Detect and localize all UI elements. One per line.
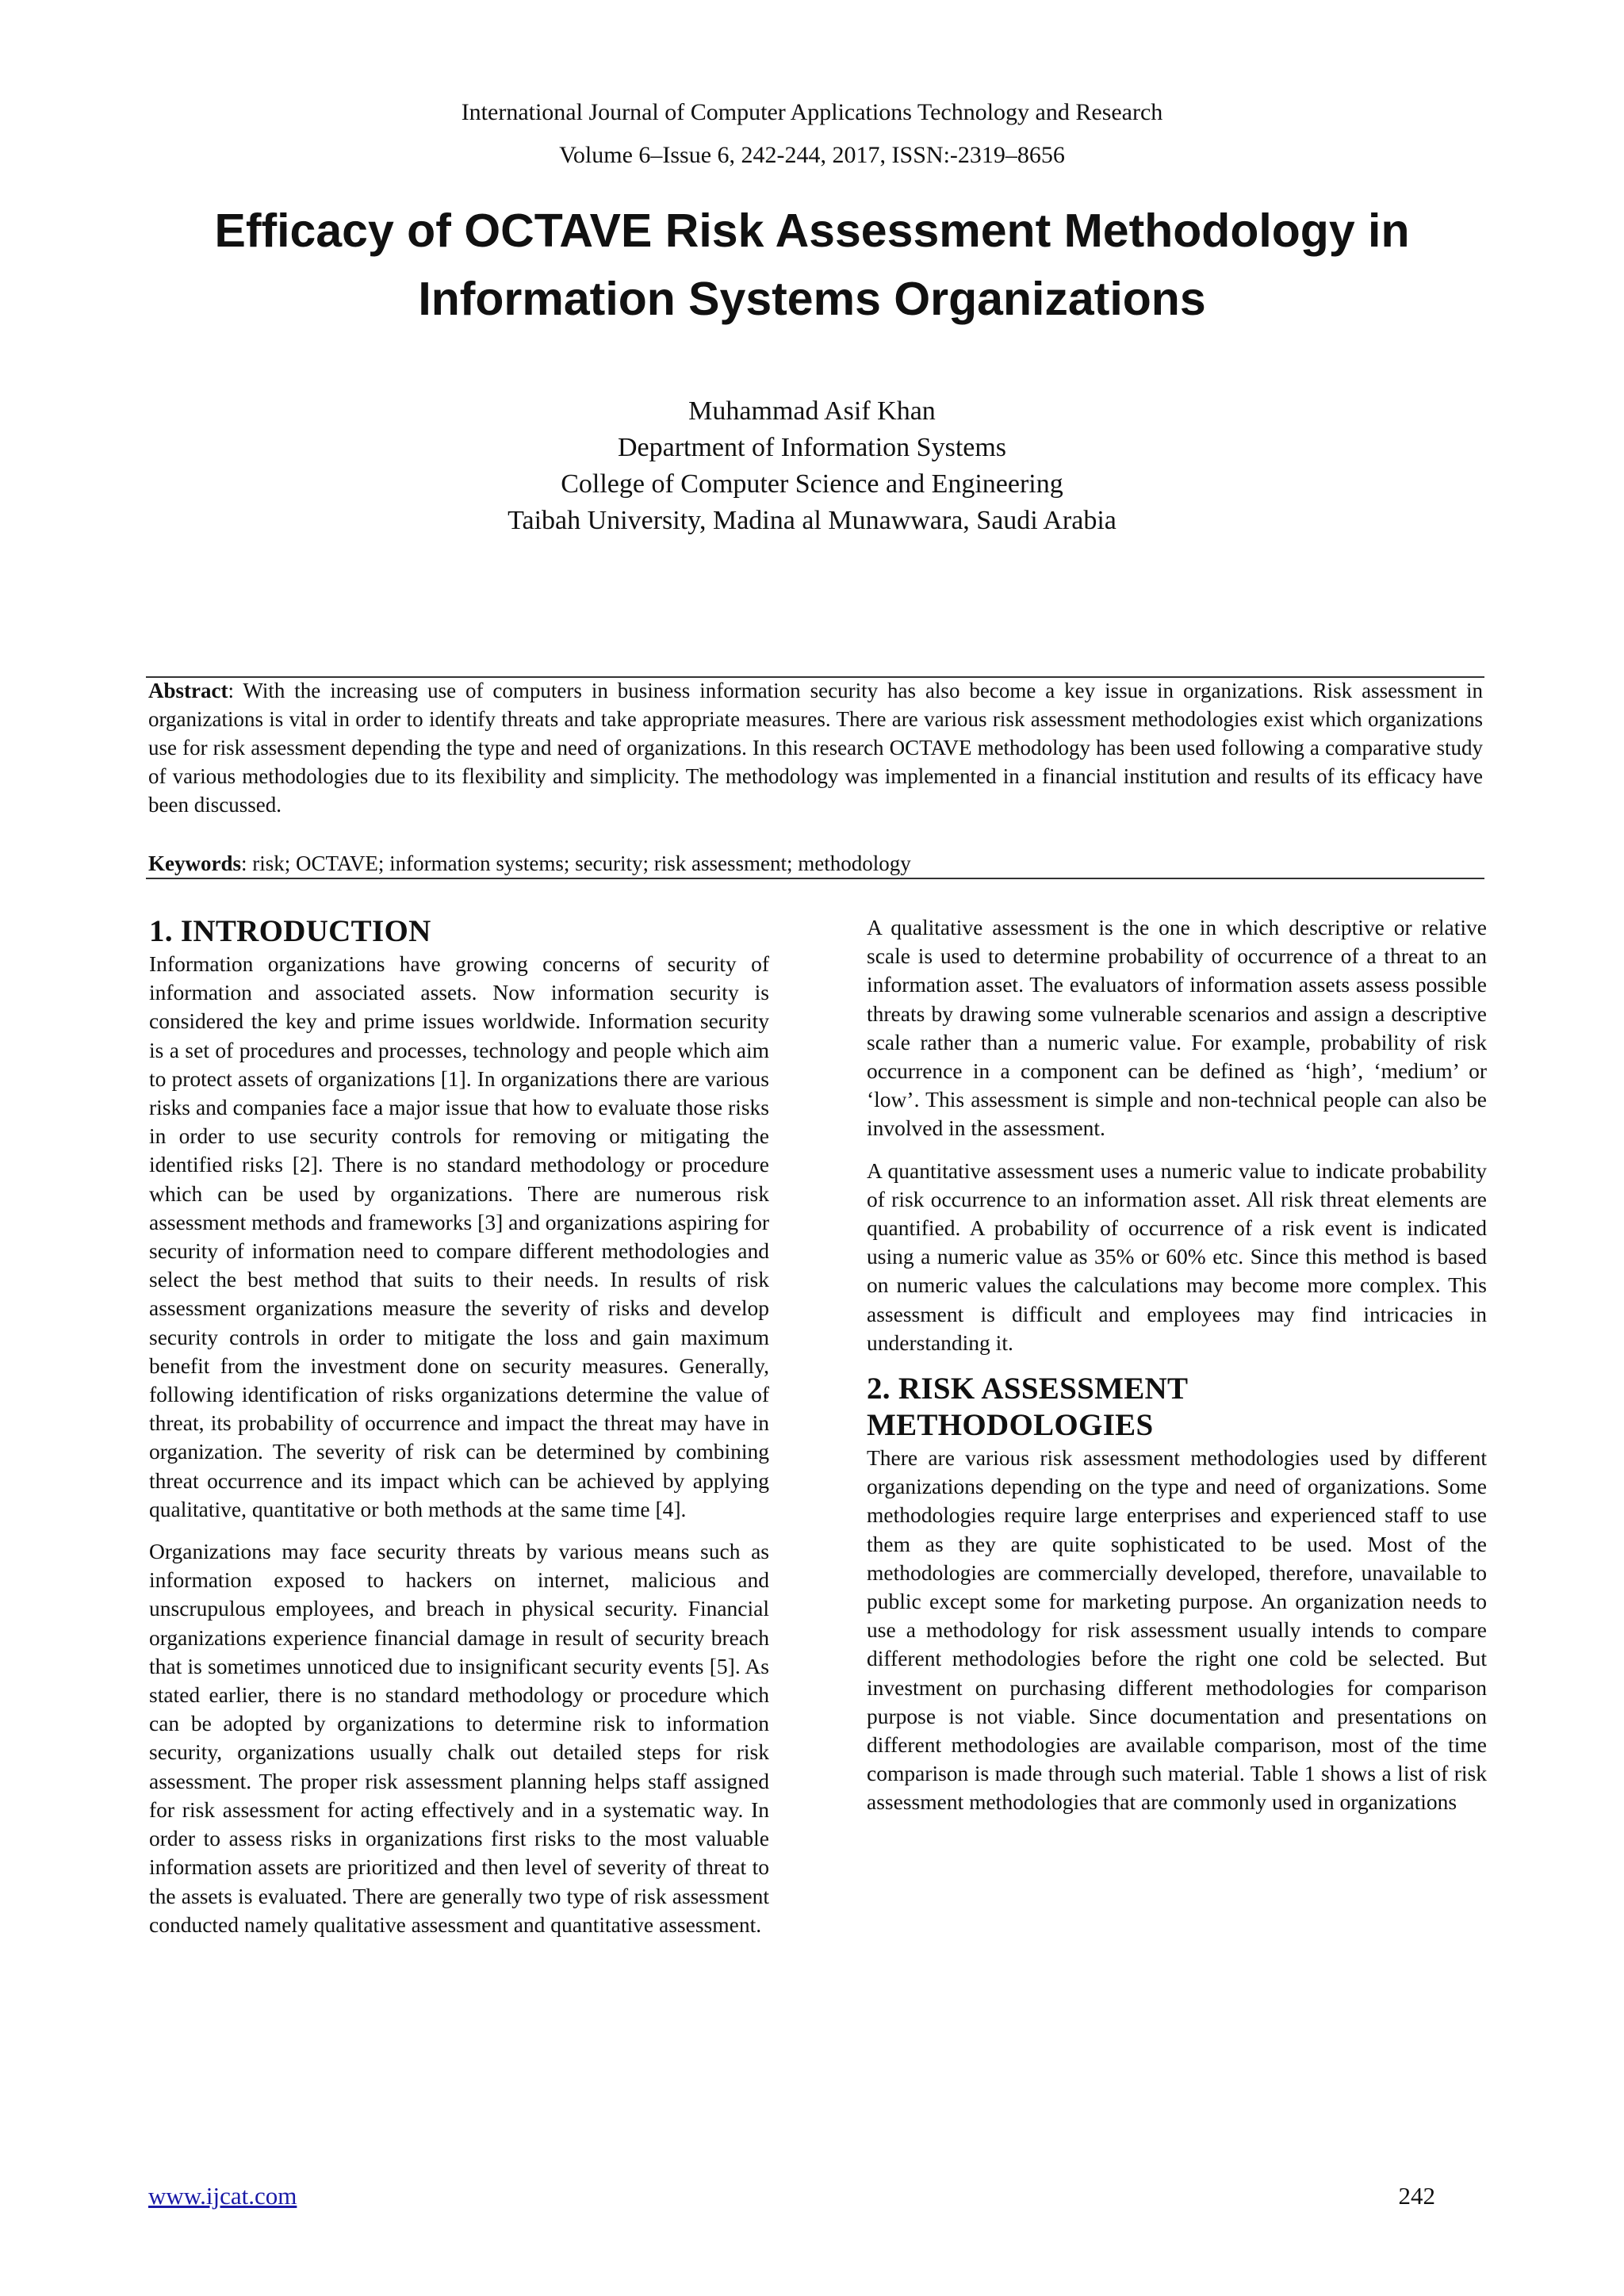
journal-website-link[interactable]: www.ijcat.com: [148, 2182, 297, 2210]
section-2-heading: [867, 1371, 1487, 1444]
abstract-text: : With the increasing use of computers in business information security has also become a key issue in organizations. Risk assessment in organizations is vital in order to identify threats and take appropriate measures. There are various risk assessment methodologies exist which organizations use for risk assessment depending the type and need of organizations. In this research OCTAVE methodology has been used following a comparative study of various methodologies due to its flexibility and simplicity. The methodology was implemented in a financial institution and results of its efficacy have been discussed.: [148, 679, 1483, 817]
keywords-label: Keywords: [148, 851, 241, 875]
qualitative-paragraph: A qualitative assessment is the one in which descriptive or relative scale is used to determine probability of occurrence of a threat to an information asset. The evaluators of information assets assess possible threats by drawing some vulnerable scenarios and assign a descriptive scale rather than a numeric value. For example, probability of risk occurrence in a component can be defined as ‘high’, ‘medium’ or ‘low’. This assessment is simple and non-technical people can also be involved in the assessment.: [867, 915, 1487, 1141]
quantitative-paragraph: A quantitative assessment uses a numeric value to indicate probability of risk occurrence to an information asset. All risk threat elements are quantified. A probability of occurrence of a risk event is indicated using a numeric value as 35% or 60% etc. Since this method is based on numeric values the calculations may become more complex. This assessment is difficult and employees may find intricacies in understanding it.: [867, 1158, 1487, 1355]
author-university: Taibah University, Madina al Munawwara, Saudi Arabia: [508, 506, 1116, 535]
intro-paragraph-2: Organizations may face security threats by various means such as information exposed to hackers on internet, malicious and unscrupulous employees, and breach in physical security. Financial organizations experience financial damage in result of security breach that is sometimes unnoticed due to insignificant security events [5]. As stated earlier, there is no standard methodology or procedure which can be adopted by organizations to determine risk to information security, organizations usually chalk out detailed steps for risk assessment. The proper risk assessment planning helps staff assigned for risk assessment for acting effectively and in a systematic way. In order to assess risks in organizations first risks to the most valuable information assets are prioritized and then level of severity of threat to the assets is evaluated. There are generally two type of risk assessment conducted namely qualitative assessment and quantitative assessment.: [149, 1539, 769, 1937]
section-2-heading-line-1: 2. RISK ASSESSMENT: [867, 1372, 1189, 1406]
author-college: College of Computer Science and Engineering: [561, 469, 1063, 499]
page-number: 242: [1398, 2182, 1435, 2210]
paper-title: Efficacy of OCTAVE Risk Assessment Methodology in Information Systems Organizations: [214, 205, 1410, 325]
author-name: Muhammad Asif Khan: [688, 396, 936, 426]
intro-paragraph-1: Information organizations have growing concerns of security of information and associated assets. Now information security is considered the key and prime issues worldwide. Information security is a set of procedures and processes, technology and people which aim to protect assets of organizations [1]. In organizations there are various risks and companies face a major issue that how to evaluate those risks in order to use security controls for removing or mitigating the identified risks [2]. There is no standard methodology or procedure which can be used by organizations. There are numerous risk assessment methods and frameworks [3] and organizations aspiring for security of information need to compare different methodologies and select the best method that suits to their needs. In results of risk assessment organizations measure the severity of risks and develop security controls in order to mitigate the loss and gain maximum benefit from the investment done on security measures. Generally, following identification of risks organizations determine the value of threat, its probability of occurrence and impact the threat may have in organization. The severity of risk can be determined by combining threat occurrence and its impact which can be achieved by applying qualitative, quantitative or both methods at the same time [4].: [149, 951, 769, 1521]
left-column: [149, 913, 769, 1953]
volume-info: Volume 6–Issue 6, 242-244, 2017, ISSN:-2319–8656: [559, 142, 1065, 168]
author-block: [0, 393, 1624, 539]
section-2-heading-line-2: METHODOLOGIES: [867, 1408, 1154, 1443]
abstract-label: Abstract: [148, 679, 228, 702]
section-2-paragraph: There are various risk assessment methodologies used by different organizations depending on the type and need of organizations. Some methodologies require large enterprises and experienced staff to use them as they are quite sophisticated to be used. Most of the methodologies are commercially developed, therefore, unavailable to public except some for marketing purpose. An organization needs to use a methodology for risk assessment usually intends to compare different methodologies before the right one cold be selected. But investment on purchasing different methodologies for comparison purpose is not viable. Since documentation and presentations on different methodologies are available comparison, most of the time comparison is made through such material. Table 1 shows a list of risk assessment methodologies that are commonly used in organizations: [867, 1445, 1487, 1815]
journal-name: International Journal of Computer Applications Technology and Research: [461, 99, 1163, 125]
abstract: [148, 676, 1483, 819]
keywords-text: : risk; OCTAVE; information systems; security; risk assessment; methodology: [241, 851, 911, 875]
keywords-bottom-rule: [146, 878, 1484, 879]
keywords: [148, 849, 1483, 878]
author-department: Department of Information Systems: [617, 433, 1007, 462]
right-column: [867, 913, 1487, 1831]
intro-heading: 1. INTRODUCTION: [149, 914, 431, 948]
